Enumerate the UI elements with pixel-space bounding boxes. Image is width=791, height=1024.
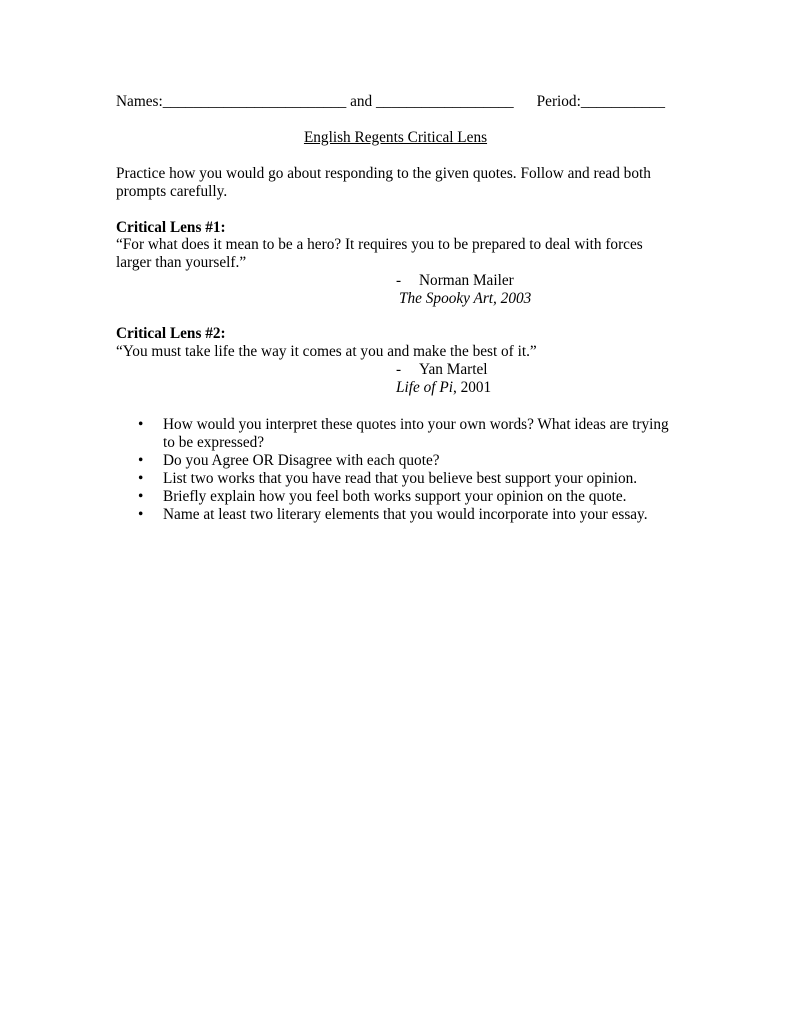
list-item-text: Briefly explain how you feel both works support your opinion on the quote. [163, 488, 627, 505]
list-item-text: List two works that you have read that you believe best support your opinion. [163, 470, 638, 487]
list-item [116, 488, 676, 506]
critical-lens-2-heading: Critical Lens #2: [116, 325, 226, 342]
list-item [116, 506, 676, 524]
critical-lens-2-source-year: , 2001 [452, 379, 492, 396]
critical-lens-2-source [396, 379, 491, 397]
critical-lens-2-quote: “You must take life the way it comes at you and make the best of it.” [116, 343, 537, 360]
critical-lens-1-source: The Spooky Art, 2003 [399, 290, 532, 307]
intro-paragraph: Practice how you would go about responding to the given quotes. Follow and read both prompts carefully. [116, 165, 651, 200]
list-item [116, 416, 676, 452]
prompt-list [116, 416, 676, 524]
critical-lens-2-author: Yan Martel [419, 361, 488, 378]
critical-lens-2-source-title: Life of Pi [396, 379, 453, 396]
bullet-icon: • [138, 452, 144, 469]
list-item-text: Name at least two literary elements that you would incorporate into your essay. [163, 506, 648, 523]
critical-lens-2-dash: - [396, 361, 402, 378]
bullet-icon: • [138, 416, 144, 433]
list-item [116, 470, 676, 488]
bullet-icon: • [138, 470, 144, 487]
bullet-icon: • [138, 506, 144, 523]
document-title: English Regents Critical Lens [303, 129, 488, 146]
list-item-text: Do you Agree OR Disagree with each quote? [163, 452, 440, 469]
critical-lens-1-quote: “For what does it mean to be a hero? It requires you to be prepared to deal with forces larger than yourself.” [116, 236, 643, 271]
list-item [116, 452, 676, 470]
critical-lens-1-author: Norman Mailer [419, 272, 514, 289]
names-period-line: Names:________________________ and __________________ Period:___________ [116, 93, 665, 110]
critical-lens-1-dash: - [396, 272, 402, 289]
bullet-icon: • [138, 488, 144, 505]
critical-lens-1-heading: Critical Lens #1: [116, 219, 226, 236]
list-item-text: How would you interpret these quotes into your own words? What ideas are trying to be expressed? [163, 416, 669, 451]
